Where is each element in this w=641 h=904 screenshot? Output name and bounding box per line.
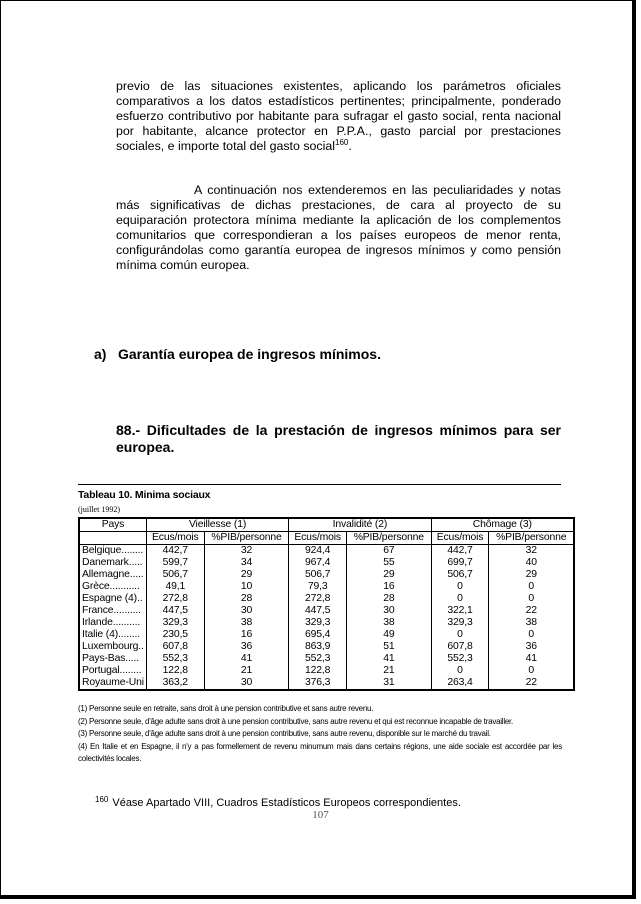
value-cell: 263,4 [431,677,489,690]
value-cell: 36 [204,641,288,653]
table-note: (4) En Italie et en Espagne, il n'y a pas formellement de revenu minumum mais dans certains régions, une aide sociale est accordée par les colectivités locales. [78,741,562,763]
value-cell: 29 [204,569,288,581]
value-cell: 0 [489,593,574,605]
table-row [79,677,574,690]
sub-header: Ecus/mois [431,532,489,545]
value-cell: 30 [204,677,288,690]
value-cell: 41 [347,653,431,665]
footnote [95,795,461,809]
value-cell: 230,5 [146,629,204,641]
value-cell: 122,8 [289,665,347,677]
value-cell: 79,3 [289,581,347,593]
value-cell: 442,7 [146,545,204,558]
value-cell: 506,7 [431,569,489,581]
country-cell: Irlande.......... [79,617,146,629]
value-cell: 29 [347,569,431,581]
value-cell: 272,8 [289,593,347,605]
paragraph-1-end: . [348,139,352,153]
country-cell: Danemark..... [79,557,146,569]
value-cell: 49,1 [146,581,204,593]
country-cell: Allemagne..... [79,569,146,581]
sub-header: %PIB/personne [489,532,574,545]
value-cell: 30 [204,605,288,617]
table-row [79,557,574,569]
body-paragraph-1 [116,79,561,154]
header-pays: Pays [79,518,146,532]
value-cell: 272,8 [146,593,204,605]
value-cell: 447,5 [146,605,204,617]
value-cell: 599,7 [146,557,204,569]
country-cell: France.......... [79,605,146,617]
value-cell: 38 [204,617,288,629]
value-cell: 67 [347,545,431,558]
value-cell: 0 [489,629,574,641]
value-cell: 41 [489,653,574,665]
value-cell: 552,3 [146,653,204,665]
value-cell: 695,4 [289,629,347,641]
table-row [79,665,574,677]
value-cell: 34 [204,557,288,569]
value-cell: 363,2 [146,677,204,690]
table-row [79,581,574,593]
divider [78,484,561,485]
value-cell: 21 [347,665,431,677]
minima-sociaux-table [78,517,575,691]
value-cell: 0 [431,581,489,593]
section-heading-title: Garantía europea de ingresos mínimos. [118,346,381,362]
table-group-header-row [79,518,574,532]
header-empty [79,532,146,545]
value-cell: 607,8 [146,641,204,653]
page-number: 107 [312,809,329,821]
value-cell: 21 [204,665,288,677]
subsection-heading: 88.- Dificultades de la prestación de ingresos mínimos para ser europea. [116,422,561,455]
paragraph-1-text: previo de las situaciones existentes, aplicando los parámetros oficiales comparativos a los datos estadísticos pertinentes; principalmente, ponderado esfuerzo contributivo por habitante para sufragar el gasto social, renta nacional por habitante, alcance protector en P.P.A., gasto parcial por prestaciones sociales, e importe total del gasto social [116,79,561,153]
value-cell: 967,4 [289,557,347,569]
value-cell: 0 [489,581,574,593]
value-cell: 699,7 [431,557,489,569]
header-group-chomage: Chômage (3) [431,518,574,532]
country-cell: Grèce........... [79,581,146,593]
table-date: (juillet 1992) [78,505,120,514]
value-cell: 863,9 [289,641,347,653]
country-cell: Luxembourg.. [79,641,146,653]
value-cell: 36 [489,641,574,653]
value-cell: 506,7 [146,569,204,581]
value-cell: 32 [204,545,288,558]
value-cell: 28 [204,593,288,605]
footnote-reference[interactable]: 160 [335,137,349,147]
value-cell: 41 [204,653,288,665]
value-cell: 10 [204,581,288,593]
country-cell: Belgique........ [79,545,146,558]
country-cell: Espagne (4).. [79,593,146,605]
value-cell: 51 [347,641,431,653]
value-cell: 376,3 [289,677,347,690]
body-paragraph-2: A continuación nos extenderemos en las peculiaridades y notas más significativas de dichas prestaciones, de cara al proyecto de su equiparación protectora mínima mediante la aplicación de los complementos comunitarios que correspondieran a los países europeos de menor renta, configurándolas como garantía europea de ingresos mínimos y como pensión mínima común europea. [116,183,561,272]
value-cell: 552,3 [431,653,489,665]
table-note: (1) Personne seule en retraite, sans droit à une pension contributive et sans autre revenu. [78,704,374,713]
table-title: Tableau 10. Minima sociaux [78,489,211,501]
value-cell: 38 [347,617,431,629]
value-cell: 49 [347,629,431,641]
value-cell: 329,3 [431,617,489,629]
country-cell: Royaume-Uni [79,677,146,690]
value-cell: 16 [204,629,288,641]
value-cell: 329,3 [289,617,347,629]
table-row [79,641,574,653]
value-cell: 0 [489,665,574,677]
value-cell: 552,3 [289,653,347,665]
value-cell: 31 [347,677,431,690]
value-cell: 607,8 [431,641,489,653]
header-group-vieillesse: Vieillesse (1) [146,518,288,532]
footnote-text: Véase Apartado VIII, Cuadros Estadísticos Europeos correspondientes. [112,797,461,809]
table-note: (3) Personne seule, d'âge adulte sans droit à une pension contributive, sans autre revenu, disponible sur le marché du travail. [78,729,491,738]
table-row [79,593,574,605]
table-row [79,605,574,617]
value-cell: 40 [489,557,574,569]
value-cell: 16 [347,581,431,593]
value-cell: 0 [431,629,489,641]
header-group-invalidite: Invalidité (2) [289,518,431,532]
table-row [79,653,574,665]
value-cell: 329,3 [146,617,204,629]
section-heading-label: a) [94,346,107,362]
value-cell: 32 [489,545,574,558]
table-row [79,569,574,581]
table-row [79,545,574,558]
value-cell: 38 [489,617,574,629]
table-body [79,545,574,691]
value-cell: 447,5 [289,605,347,617]
country-cell: Portugal........ [79,665,146,677]
value-cell: 22 [489,677,574,690]
sub-header: %PIB/personne [347,532,431,545]
country-cell: Pays-Bas..... [79,653,146,665]
table-notes [78,703,562,766]
value-cell: 924,4 [289,545,347,558]
value-cell: 22 [489,605,574,617]
value-cell: 29 [489,569,574,581]
value-cell: 28 [347,593,431,605]
value-cell: 0 [431,665,489,677]
table-note: (2) Personne seule, d'âge adulte sans droit à une pension contributive, sans autre revenu et qui est reconnue incapable de travailler. [78,716,513,726]
sub-header: Ecus/mois [146,532,204,545]
value-cell: 122,8 [146,665,204,677]
sub-header: Ecus/mois [289,532,347,545]
sub-header: %PIB/personne [204,532,288,545]
country-cell: Italie (4)........ [79,629,146,641]
table-sub-header-row [79,532,574,545]
table-row [79,629,574,641]
value-cell: 0 [431,593,489,605]
footnote-number: 160 [95,795,109,804]
value-cell: 322,1 [431,605,489,617]
section-heading [94,346,381,362]
value-cell: 30 [347,605,431,617]
value-cell: 55 [347,557,431,569]
table-row [79,617,574,629]
value-cell: 506,7 [289,569,347,581]
value-cell: 442,7 [431,545,489,558]
